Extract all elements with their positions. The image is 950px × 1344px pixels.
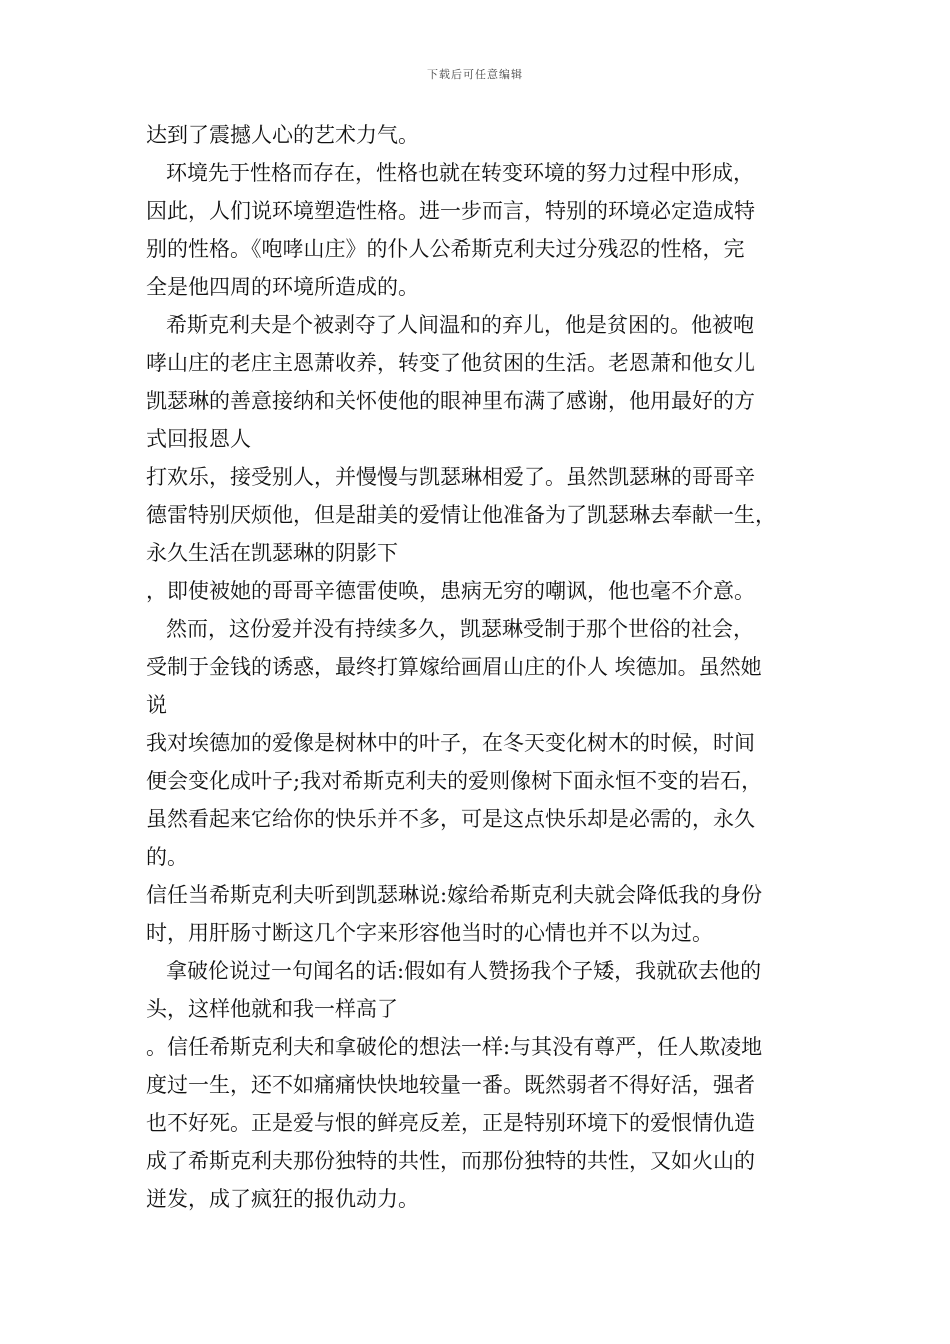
text-line: 然而，这份爱并没有持续多久，凯瑟琳受制于那个世俗的社会， xyxy=(166,617,754,641)
text-line: 时，用肝肠寸断这几个字来形容他当时的心情也并不以为过。 xyxy=(146,921,713,945)
text-line: 因此，人们说环境塑造性格。进一步而言，特别的环境必定造成特 xyxy=(146,199,755,223)
text-line: 希斯克利夫是个被剥夺了人间温和的弃儿，他是贫困的。他被咆 xyxy=(166,313,754,337)
text-line: 德雷特别厌烦他，但是甜美的爱情让他准备为了凯瑟琳去奉献一生， xyxy=(146,503,776,527)
text-line: 式回报恩人 xyxy=(146,427,251,451)
text-line: 成了希斯克利夫那份独特的共性，而那份独特的共性，又如火山的 xyxy=(146,1149,755,1173)
text-line: 全是他四周的环境所造成的。 xyxy=(146,275,419,299)
text-line: 便会变化成叶子;我对希斯克利夫的爱则像树下面永恒不变的岩石， xyxy=(146,769,763,793)
text-line: 拿破伦说过一句闻名的话:假如有人赞扬我个子矮，我就砍去他的 xyxy=(166,959,762,983)
text-line: 虽然看起来它给你的快乐并不多，可是这点快乐却是必需的，永久 xyxy=(146,807,755,831)
text-line: 。信任希斯克利夫和拿破伦的想法一样:与其没有尊严，任人欺凌地 xyxy=(146,1035,763,1059)
text-line: 我对埃德加的爱像是树林中的叶子，在冬天变化树木的时候，时间 xyxy=(146,731,755,755)
text-line: 度过一生，还不如痛痛快快地较量一番。既然弱者不得好活，强者 xyxy=(146,1073,755,1097)
text-line: 达到了震撼人心的艺术力气。 xyxy=(146,123,419,147)
body-text xyxy=(146,116,826,1218)
text-line: 说 xyxy=(146,693,167,717)
text-line: 打欢乐，接受别人，并慢慢与凯瑟琳相爱了。虽然凯瑟琳的哥哥辛 xyxy=(146,465,755,489)
text-line: ，即使被她的哥哥辛德雷使唤，患病无穷的嘲讽，他也毫不介意。 xyxy=(146,579,755,603)
text-line: 凯瑟琳的善意接纳和关怀使他的眼神里布满了感谢，他用最好的方 xyxy=(146,389,755,413)
text-line: 环境先于性格而存在，性格也就在转变环境的努力过程中形成， xyxy=(166,161,754,185)
text-line: 永久生活在凯瑟琳的阴影下 xyxy=(146,541,398,565)
page-header: 下载后可任意编辑 xyxy=(427,68,523,81)
text-line: 受制于金钱的诱惑，最终打算嫁给画眉山庄的仆人 埃德加。虽然她 xyxy=(146,655,762,679)
text-line: 别的性格。《咆哮山庄》的仆人公希斯克利夫过分残忍的性格，完 xyxy=(146,237,745,261)
text-line: 头，这样他就和我一样高了 xyxy=(146,997,398,1021)
text-line: 信任当希斯克利夫听到凯瑟琳说:嫁给希斯克利夫就会降低我的身份 xyxy=(146,883,763,907)
text-line: 的。 xyxy=(146,845,188,869)
text-line: 哮山庄的老庄主恩萧收养，转变了他贫困的生活。老恩萧和他女儿 xyxy=(146,351,755,375)
text-line: 也不好死。正是爱与恨的鲜亮反差，正是特别环境下的爱恨情仇造 xyxy=(146,1111,755,1135)
text-line: 迸发，成了疯狂的报仇动力。 xyxy=(146,1187,419,1211)
